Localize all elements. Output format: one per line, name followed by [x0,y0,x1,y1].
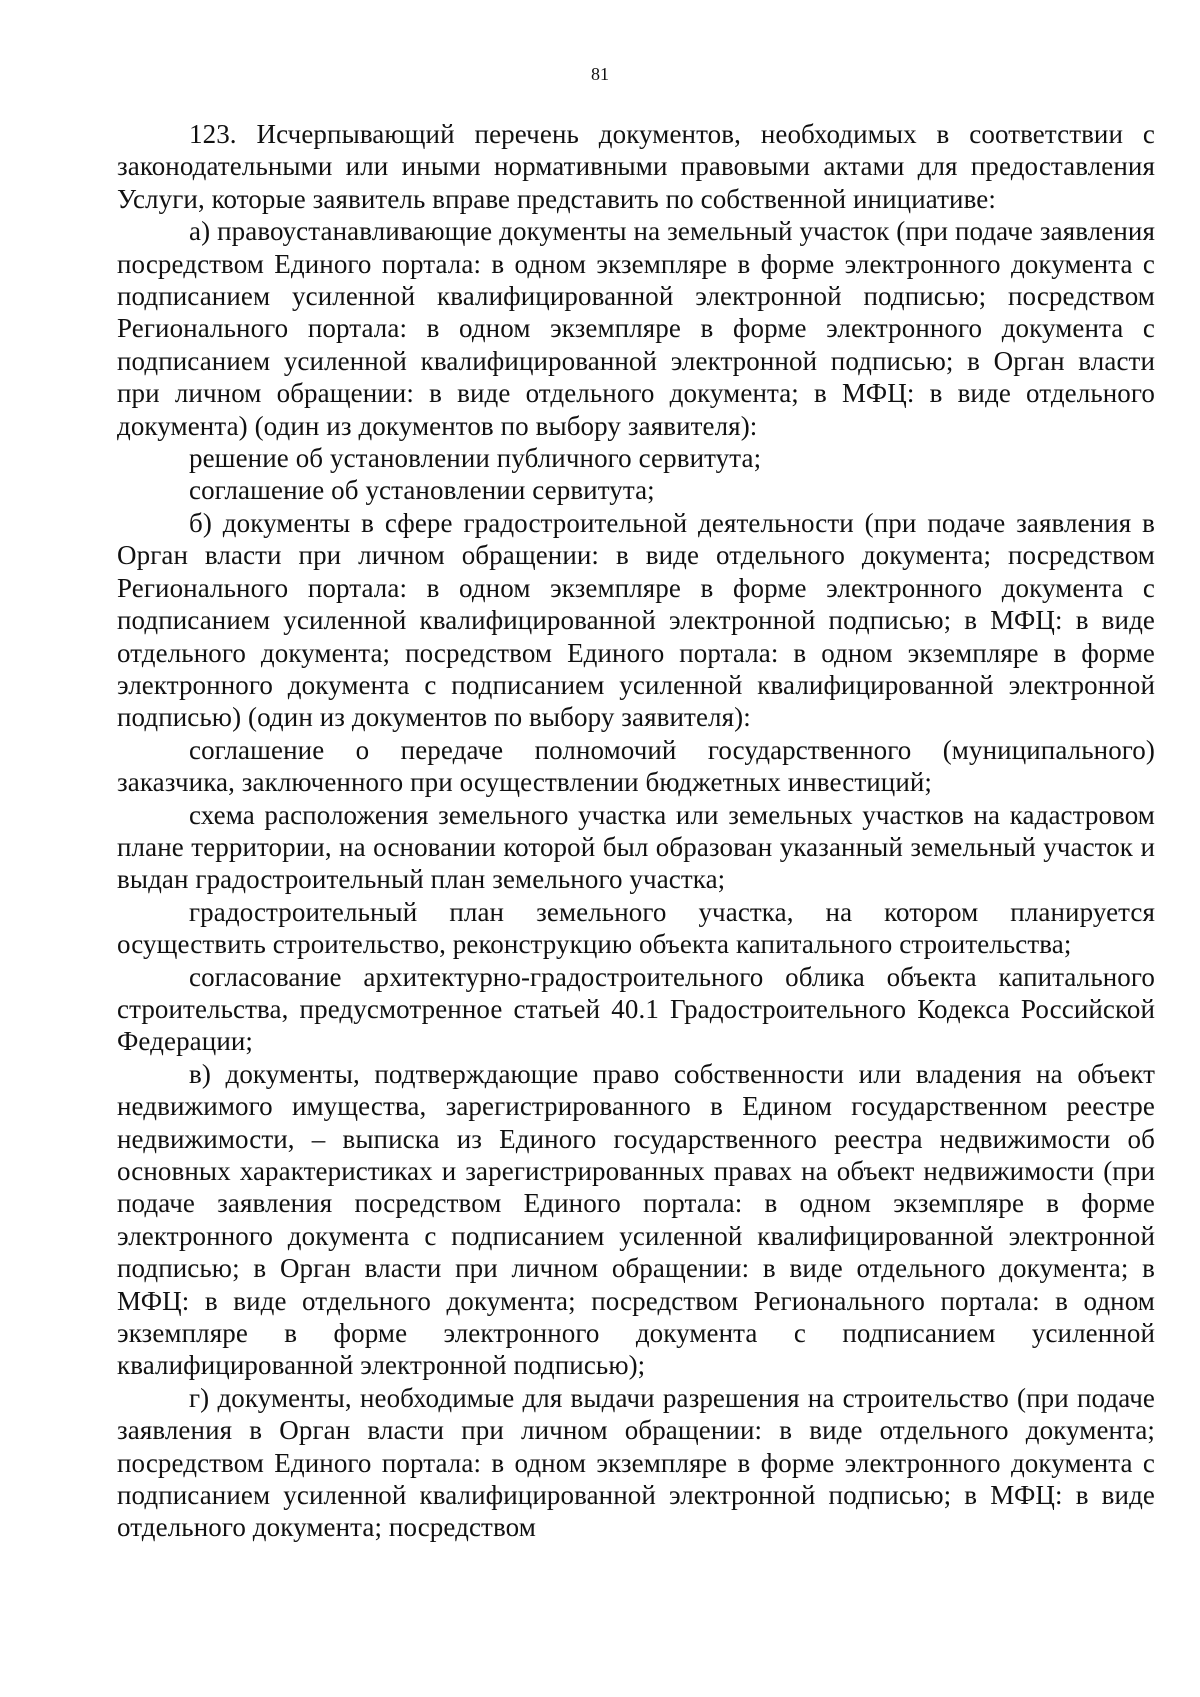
paragraph-item-g: г) документы, необходимые для выдачи разрешения на строительство (при подаче заявления в Орган власти при личном обращении: в виде отдельного документа; посредством Единого портала: в одном экземпляре в форме электронного документа с подписанием усиленной квалифицированной электронной подписью; в МФЦ: в виде отдельного документа; посредством [117,1382,1155,1543]
paragraph-123-heading: 123. Исчерпывающий перечень документов, необходимых в соответствии с законодательными или иными нормативными правовыми актами для предоставления Услуги, которые заявитель вправе представить по собственной инициативе: [117,119,1155,214]
paragraph-powers-transfer: соглашение о передаче полномочий государственного (муниципального) заказчика, заключенного при осуществлении бюджетных инвестиций; [117,734,1155,798]
paragraph-servitude-agreement: соглашение об установлении сервитута; [189,475,655,506]
paragraph-item-b: б) документы в сфере градостроительной деятельности (при подаче заявления в Орган власти при личном обращении: в виде отдельного документа; посредством Регионального портала: в одном экземпляре в форме электронного документа с подписанием усиленной квалифицированной электронной подписью; в МФЦ: в виде отдельного документа; посредством Единого портала: в одном экземпляре в форме электронного документа с подписанием усиленной квалифицированной электронной подписью) (один из документов по выбору заявителя): [117,507,1155,733]
paragraph-land-plot-scheme: схема расположения земельного участка или земельных участков на кадастровом плане территории, на основании которой был образован указанный земельный участок и выдан градостроительный план земельного участка; [117,799,1155,895]
page-number: 81 [591,64,609,84]
paragraph-item-v: в) документы, подтверждающие право собственности или владения на объект недвижимого имущества, зарегистрированного в Едином государственном реестре недвижимости, – выписка из Единого государственного реестра недвижимости об основных характеристиках и зарегистрированных правах на объект недвижимости (при подаче заявления посредством Единого портала: в одном экземпляре в форме электронного документа с подписанием усиленной квалифицированной электронной подписью; в Орган власти при личном обращении: в виде отдельного документа; в МФЦ: в виде отдельного документа; посредством Регионального портала: в одном экземпляре в форме электронного документа с подписанием усиленной квалифицированной электронной подписью); [117,1058,1155,1381]
paragraph-urban-plan: градостроительный план земельного участка, на котором планируется осуществить строительство, реконструкцию объекта капитального строительства; [117,896,1155,960]
paragraph-architectural-approval: согласование архитектурно-градостроительного облика объекта капитального строительства, предусмотренное статьей 40.1 Градостроительного Кодекса Российской Федерации; [117,961,1155,1057]
document-body [117,118,1155,1544]
paragraph-item-a: а) правоустанавливающие документы на земельный участок (при подаче заявления посредством Единого портала: в одном экземпляре в форме электронного документа с подписанием усиленной квалифицированной электронной подписью; посредством Регионального портала: в одном экземпляре в форме электронного документа с подписанием усиленной квалифицированной электронной подписью; в Орган власти при личном обращении: в виде отдельного документа; в МФЦ: в виде отдельного документа) (один из документов по выбору заявителя): [117,216,1155,441]
paragraph-public-servitude: решение об установлении публичного сервитута; [189,443,762,474]
